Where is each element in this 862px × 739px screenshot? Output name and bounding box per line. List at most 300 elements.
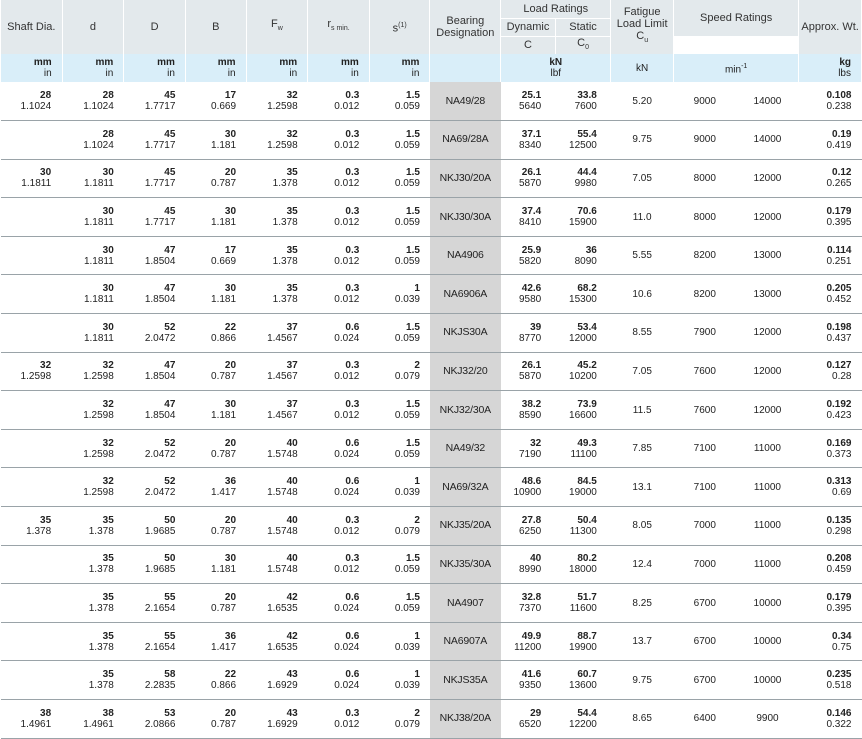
cell-Fw-in: 1.378: [272, 217, 298, 229]
cell-d-in: 1.378: [88, 603, 114, 615]
cell-designation: NA69/28A: [430, 121, 501, 160]
cell-fatigue-cu: 5.55: [611, 236, 674, 275]
cell-C-lbf: 11200: [514, 641, 542, 653]
cell-Fw-mm: 40: [286, 437, 298, 449]
cell-weight-kg: 0.179: [826, 206, 852, 218]
cell-rs: [308, 545, 370, 584]
cell-d-in: 1.1811: [83, 332, 114, 344]
cell-B-in: 1.181: [211, 564, 237, 576]
cell-s-mm: 1: [414, 669, 420, 681]
cell-speed-grease: 7100: [673, 429, 736, 468]
cell-dynamic-C: [501, 159, 556, 198]
cell-C-kn: 32.8: [521, 592, 542, 604]
unit-weight-kg: kg: [839, 57, 851, 68]
cell-d-in: 1.1811: [83, 217, 114, 229]
cell-s: [369, 121, 430, 160]
cell-rs-in: 0.024: [334, 448, 360, 460]
cell-B-mm: 30: [224, 553, 237, 565]
cell-D-mm: 47: [164, 399, 176, 411]
cell-C-lbf: 8340: [519, 139, 542, 151]
cell-weight: [799, 275, 862, 314]
cell-D-mm: 55: [164, 630, 176, 642]
cell-static-C0: [555, 352, 611, 391]
cell-fatigue-cu: 7.05: [611, 352, 674, 391]
table-row: [1, 352, 862, 391]
cell-weight-lbs: 0.373: [826, 448, 852, 460]
cell-Fw: [246, 391, 308, 430]
cell-d-in: 1.2598: [83, 487, 114, 499]
cell-D-mm: 47: [164, 360, 176, 372]
cell-B-in: 1.181: [211, 139, 237, 151]
cell-rs-in: 0.012: [334, 217, 360, 229]
cell-dynamic-C: [501, 429, 556, 468]
cell-s: [369, 314, 430, 353]
cell-d: [62, 507, 124, 546]
cell-designation: NA69/32A: [430, 468, 501, 507]
header-s: [369, 0, 430, 54]
cell-Fw: [246, 507, 308, 546]
cell-designation: NKJ30/30A: [430, 198, 501, 237]
cell-Fw-in: 1.378: [272, 255, 298, 267]
cell-D: [124, 545, 186, 584]
cell-B-in: 0.787: [211, 525, 237, 537]
cell-B-in: 0.787: [211, 603, 237, 615]
cell-weight-kg: 0.34: [832, 630, 852, 642]
cell-C-kn: 26.1: [521, 360, 542, 372]
cell-d: [62, 275, 124, 314]
cell-rs: [308, 236, 370, 275]
cell-d-in: 1.4961: [83, 718, 114, 730]
cell-Fw-mm: 35: [286, 244, 298, 256]
cell-speed-oil: 12000: [736, 314, 799, 353]
cell-rs-mm: 0.3: [345, 283, 360, 295]
cell-speed-grease: 8000: [673, 159, 736, 198]
cell-D-mm: 45: [164, 167, 176, 179]
cell-weight-lbs: 0.452: [826, 294, 852, 306]
cell-C-kn: 41.6: [521, 669, 542, 681]
cell-shaft-in: 1.378: [26, 525, 52, 537]
cell-static-C0: [555, 159, 611, 198]
unit-s-in: in: [411, 68, 420, 79]
cell-dynamic-C: [501, 661, 556, 700]
cell-weight: [799, 121, 862, 160]
cell-B: [185, 82, 246, 121]
cell-B-mm: 20: [224, 514, 237, 526]
cell-designation: NA6906A: [430, 275, 501, 314]
cell-designation: NA6907A: [430, 622, 501, 661]
cell-d-in: 1.1811: [83, 294, 114, 306]
cell-s: [369, 468, 430, 507]
table-row: [1, 545, 862, 584]
cell-weight: [799, 82, 862, 121]
cell-weight-kg: 0.169: [826, 437, 852, 449]
unit-load: [501, 54, 611, 82]
header-static: Static: [555, 18, 611, 36]
cell-speed-oil: 14000: [736, 82, 799, 121]
cell-s-in: 0.039: [394, 487, 420, 499]
cell-s-mm: 1.5: [406, 437, 420, 449]
cell-shaft-mm: 32: [40, 360, 52, 372]
cell-speed-oil: 12000: [736, 159, 799, 198]
cell-d-mm: 32: [102, 476, 114, 488]
cell-rs-in: 0.012: [334, 718, 360, 730]
cell-B-mm: 17: [224, 90, 237, 102]
cell-D-in: 2.1654: [144, 603, 176, 615]
cell-weight-kg: 0.313: [826, 476, 852, 488]
cell-weight-lbs: 0.419: [826, 139, 852, 151]
cell-d: [62, 236, 124, 275]
cell-D-in: 1.9685: [144, 525, 176, 537]
cell-s-in: 0.079: [394, 371, 420, 383]
cell-B-mm: 20: [224, 437, 237, 449]
cell-static-C0: [555, 584, 611, 623]
cell-designation: NA4906: [430, 236, 501, 275]
header-rs-sub: s min.: [331, 25, 350, 33]
cell-D: [124, 429, 186, 468]
cell-D: [124, 391, 186, 430]
cell-static-C0: [555, 507, 611, 546]
cell-d: [62, 314, 124, 353]
header-fw-sub: w: [277, 25, 283, 33]
cell-d: [62, 468, 124, 507]
cell-s-in: 0.059: [394, 448, 420, 460]
cell-B-mm: 30: [224, 128, 237, 140]
cell-s: [369, 236, 430, 275]
unit-fw: [246, 54, 308, 82]
cell-s-mm: 1.5: [406, 592, 420, 604]
cell-C0-kn: 60.7: [577, 669, 597, 681]
cell-C0-lbf: 19900: [569, 641, 597, 653]
table-row: [1, 82, 862, 121]
cell-speed-grease: 8000: [673, 198, 736, 237]
cell-d: [62, 622, 124, 661]
table-row: [1, 159, 862, 198]
cell-D-in: 2.2835: [144, 680, 176, 692]
cell-fatigue-cu: 8.55: [611, 314, 674, 353]
cell-Fw-mm: 32: [286, 90, 298, 102]
unit-fw-in: in: [289, 68, 298, 79]
cell-C-lbf: 5870: [519, 178, 542, 190]
cell-s: [369, 545, 430, 584]
cell-D-mm: 47: [164, 283, 176, 295]
cell-D: [124, 352, 186, 391]
cell-D-mm: 55: [164, 592, 176, 604]
cell-D-mm: 45: [164, 90, 176, 102]
cell-shaft: [1, 700, 63, 739]
cell-dynamic-C: [501, 236, 556, 275]
cell-Fw-mm: 43: [286, 707, 298, 719]
cell-static-C0: [555, 82, 611, 121]
cell-rs-mm: 0.6: [345, 669, 360, 681]
header-C0-sub: 0: [585, 43, 589, 51]
cell-rs-mm: 0.3: [345, 514, 360, 526]
cell-speed-grease: 9000: [673, 121, 736, 160]
cell-weight-kg: 0.198: [826, 321, 852, 333]
cell-Fw-mm: 35: [286, 283, 298, 295]
cell-C0-kn: 88.7: [577, 630, 597, 642]
table-body: [1, 82, 862, 738]
cell-weight: [799, 391, 862, 430]
cell-fatigue-cu: 10.6: [611, 275, 674, 314]
cell-D-mm: 45: [164, 128, 176, 140]
cell-d-mm: 38: [102, 707, 114, 719]
cell-fatigue-cu: 8.25: [611, 584, 674, 623]
cell-rs: [308, 275, 370, 314]
cell-weight: [799, 584, 862, 623]
cell-weight-lbs: 0.518: [826, 680, 852, 692]
cell-C0-lbf: 19000: [569, 487, 597, 499]
cell-Fw-in: 1.5748: [267, 525, 298, 537]
cell-B-in: 0.669: [211, 255, 237, 267]
cell-s: [369, 198, 430, 237]
cell-speed-oil: 12000: [736, 391, 799, 430]
cell-B-mm: 30: [224, 206, 237, 218]
cell-fatigue-cu: 8.05: [611, 507, 674, 546]
cell-B: [185, 275, 246, 314]
cell-C0-lbf: 12000: [569, 332, 597, 344]
cell-weight-lbs: 0.459: [826, 564, 852, 576]
cell-D: [124, 121, 186, 160]
header-s-sup: (1): [398, 21, 407, 29]
cell-D-mm: 50: [164, 553, 176, 565]
cell-dynamic-C: [501, 507, 556, 546]
cell-C-kn: 27.8: [521, 514, 542, 526]
cell-rs-mm: 0.3: [345, 206, 360, 218]
cell-Fw: [246, 275, 308, 314]
cell-shaft-in: 1.1811: [21, 178, 52, 190]
cell-C0-lbf: 8090: [574, 255, 597, 267]
cell-shaft: [1, 198, 63, 237]
cell-designation: NA49/28: [430, 82, 501, 121]
cell-speed-grease: 7600: [673, 391, 736, 430]
cell-rs: [308, 622, 370, 661]
cell-fatigue-cu: 11.0: [611, 198, 674, 237]
cell-rs-mm: 0.3: [345, 128, 360, 140]
cell-C-kn: 26.1: [521, 167, 542, 179]
cell-B-in: 0.866: [211, 680, 237, 692]
header-fatigue-label: Fatigue Load Limit: [616, 6, 668, 31]
cell-B-mm: 36: [224, 476, 237, 488]
cell-s-in: 0.039: [394, 641, 420, 653]
cell-fatigue-cu: 7.05: [611, 159, 674, 198]
cell-B-mm: 30: [224, 283, 237, 295]
cell-dynamic-C: [501, 275, 556, 314]
cell-d-in: 1.378: [88, 525, 114, 537]
cell-speed-oil: 11000: [736, 507, 799, 546]
cell-s-in: 0.059: [394, 410, 420, 422]
cell-speed-grease: 8200: [673, 236, 736, 275]
unit-fatigue-kn: kN: [636, 62, 649, 74]
cell-d-in: 1.378: [88, 680, 114, 692]
cell-s-mm: 1: [414, 476, 420, 488]
cell-D-in: 2.0472: [144, 487, 176, 499]
cell-B: [185, 468, 246, 507]
cell-C-lbf: 8990: [519, 564, 542, 576]
cell-speed-grease: 9000: [673, 82, 736, 121]
unit-speed-min: min: [724, 64, 742, 76]
cell-s: [369, 507, 430, 546]
unit-fw-mm: mm: [279, 57, 298, 68]
cell-C-kn: 37.1: [521, 128, 542, 140]
cell-d: [62, 198, 124, 237]
cell-speed-grease: 6700: [673, 622, 736, 661]
table-row: [1, 121, 862, 160]
cell-Fw-in: 1.2598: [267, 139, 298, 151]
cell-d-mm: 35: [102, 514, 114, 526]
cell-C-lbf: 7370: [519, 603, 542, 615]
cell-D-mm: 58: [164, 669, 176, 681]
cell-dynamic-C: [501, 584, 556, 623]
cell-shaft: [1, 391, 63, 430]
cell-weight-lbs: 0.423: [826, 410, 852, 422]
cell-C0-lbf: 15900: [569, 217, 597, 229]
unit-B: [185, 54, 246, 82]
cell-Fw: [246, 198, 308, 237]
cell-dynamic-C: [501, 545, 556, 584]
cell-rs-mm: 0.6: [345, 592, 360, 604]
unit-d: [62, 54, 124, 82]
cell-weight-lbs: 0.395: [826, 603, 852, 615]
cell-Fw-mm: 40: [286, 514, 298, 526]
cell-fatigue-cu: 11.5: [611, 391, 674, 430]
cell-B: [185, 661, 246, 700]
cell-shaft-mm: 35: [40, 514, 52, 526]
cell-d-mm: 30: [102, 244, 114, 256]
header-d: d: [62, 0, 124, 54]
cell-C0-kn: 44.4: [577, 167, 597, 179]
cell-D: [124, 198, 186, 237]
unit-D-in: in: [167, 68, 175, 79]
cell-B-in: 1.417: [211, 487, 237, 499]
cell-rs: [308, 352, 370, 391]
cell-C0-kn: 33.8: [577, 90, 597, 102]
cell-C0-lbf: 7600: [574, 101, 597, 113]
cell-s-mm: 1.5: [406, 167, 420, 179]
cell-s-in: 0.059: [394, 564, 420, 576]
cell-C0-lbf: 16600: [569, 410, 597, 422]
unit-rs: [308, 54, 370, 82]
cell-C0-kn: 54.4: [577, 707, 597, 719]
cell-d-mm: 30: [102, 167, 114, 179]
cell-d-in: 1.2598: [83, 448, 114, 460]
table-row: [1, 314, 862, 353]
cell-speed-grease: 6700: [673, 584, 736, 623]
table-header: [1, 0, 862, 54]
cell-weight-kg: 0.179: [826, 592, 852, 604]
cell-weight-kg: 0.192: [826, 399, 852, 411]
cell-C-lbf: 7190: [519, 448, 542, 460]
cell-rs-mm: 0.3: [345, 360, 360, 372]
cell-C-kn: 32: [530, 437, 542, 449]
cell-speed-oil: 11000: [736, 545, 799, 584]
cell-rs-mm: 0.3: [345, 90, 360, 102]
cell-weight-kg: 0.146: [826, 707, 852, 719]
cell-D-mm: 45: [164, 206, 176, 218]
cell-shaft-mm: 28: [40, 90, 52, 102]
cell-D-in: 1.7717: [144, 178, 176, 190]
cell-s-in: 0.059: [394, 139, 420, 151]
cell-shaft: [1, 545, 63, 584]
cell-B: [185, 507, 246, 546]
cell-d-mm: 35: [102, 553, 114, 565]
cell-designation: NKJS30A: [430, 314, 501, 353]
cell-fatigue-cu: 12.4: [611, 545, 674, 584]
cell-weight: [799, 545, 862, 584]
cell-d-in: 1.378: [88, 641, 114, 653]
cell-speed-oil: 9900: [736, 700, 799, 739]
cell-D: [124, 236, 186, 275]
cell-static-C0: [555, 198, 611, 237]
cell-B-in: 0.866: [211, 332, 237, 344]
cell-shaft: [1, 352, 63, 391]
header-rs-min: [308, 0, 370, 54]
cell-fatigue-cu: 13.7: [611, 622, 674, 661]
cell-weight-kg: 0.12: [832, 167, 852, 179]
cell-rs-in: 0.024: [334, 332, 360, 344]
table-row: [1, 236, 862, 275]
cell-s: [369, 82, 430, 121]
cell-weight: [799, 352, 862, 391]
cell-speed-oil: 13000: [736, 236, 799, 275]
cell-speed-grease: 7000: [673, 545, 736, 584]
cell-Fw: [246, 545, 308, 584]
cell-rs: [308, 198, 370, 237]
cell-C-kn: 29: [530, 707, 542, 719]
cell-Fw: [246, 700, 308, 739]
cell-speed-grease: 7000: [673, 507, 736, 546]
unit-d-in: in: [105, 68, 114, 79]
cell-Fw-in: 1.6929: [267, 680, 298, 692]
cell-C0-lbf: 11100: [570, 448, 597, 460]
cell-shaft: [1, 429, 63, 468]
cell-s-mm: 1.5: [406, 128, 420, 140]
cell-rs-mm: 0.3: [345, 399, 360, 411]
cell-rs-mm: 0.3: [345, 707, 360, 719]
cell-weight-kg: 0.235: [826, 669, 852, 681]
cell-d-mm: 30: [102, 206, 114, 218]
cell-shaft: [1, 236, 63, 275]
header-C: C: [501, 36, 556, 54]
cell-weight-lbs: 0.238: [826, 101, 852, 113]
cell-shaft-mm: 30: [40, 167, 52, 179]
cell-D: [124, 661, 186, 700]
cell-B-in: 0.787: [211, 371, 237, 383]
cell-speed-oil: 10000: [736, 622, 799, 661]
cell-shaft: [1, 584, 63, 623]
cell-static-C0: [555, 236, 611, 275]
cell-rs: [308, 507, 370, 546]
cell-weight-kg: 0.108: [826, 90, 852, 102]
cell-s-mm: 2: [414, 360, 420, 372]
cell-d-mm: 35: [102, 592, 114, 604]
cell-C-kn: 25.1: [521, 90, 542, 102]
cell-d-mm: 28: [102, 90, 114, 102]
cell-D-in: 2.0866: [144, 718, 176, 730]
cell-D-mm: 52: [164, 321, 176, 333]
cell-designation: NA49/32: [430, 429, 501, 468]
cell-weight-lbs: 0.265: [826, 178, 852, 190]
cell-Fw: [246, 429, 308, 468]
cell-B: [185, 429, 246, 468]
cell-s: [369, 159, 430, 198]
cell-B: [185, 391, 246, 430]
table-row: [1, 275, 862, 314]
table-row: [1, 198, 862, 237]
cell-D: [124, 700, 186, 739]
cell-speed-grease: 7900: [673, 314, 736, 353]
cell-Fw-mm: 35: [286, 206, 298, 218]
cell-fatigue-cu: 8.65: [611, 700, 674, 739]
